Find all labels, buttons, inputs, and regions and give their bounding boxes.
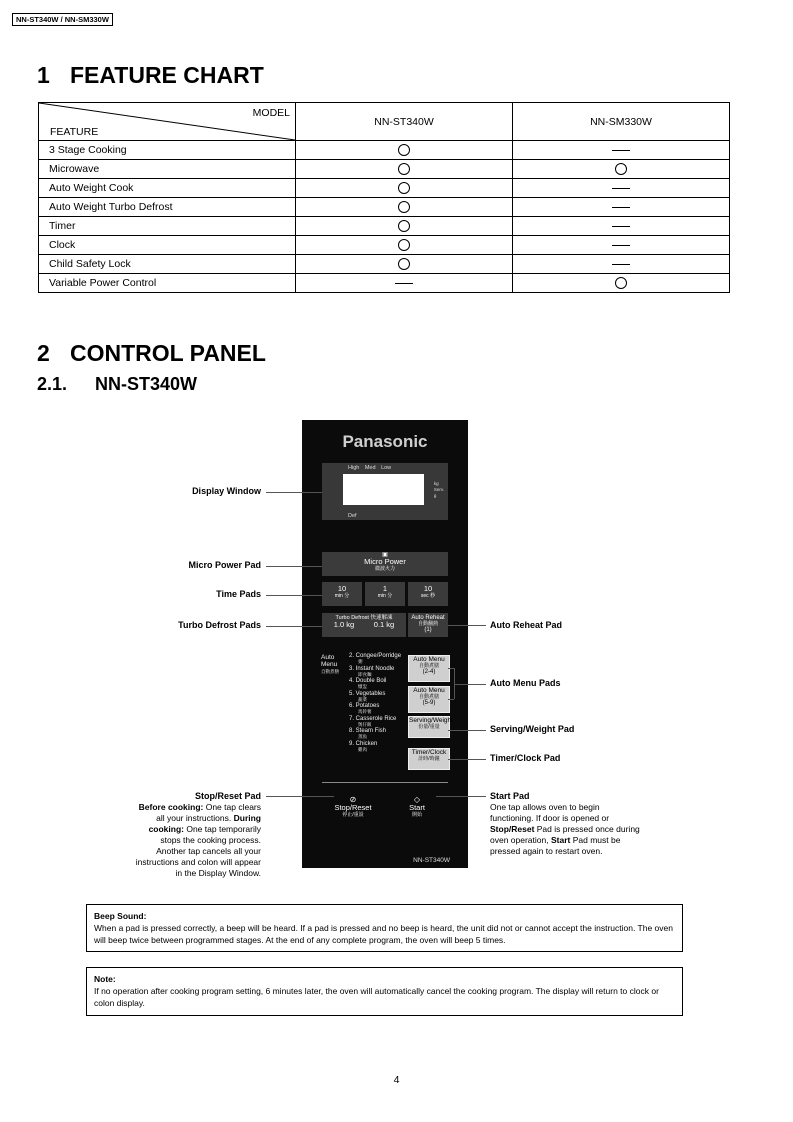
timer-clock-pad[interactable] <box>408 748 450 770</box>
auto-menu-item-label: 9. Chicken <box>349 740 378 747</box>
auto-reheat-label-cn: 自動翻熱 <box>417 621 438 627</box>
feature-sm330w-cell <box>513 217 730 236</box>
display-def: Def <box>348 513 357 519</box>
callout-micro-power-pad: Micro Power Pad <box>188 560 261 570</box>
feature-row <box>39 274 730 293</box>
feature-st340w-cell <box>296 160 513 179</box>
start-label: Start <box>409 803 425 812</box>
callout-stop-reset-pad: Stop/Reset Pad <box>194 791 261 801</box>
section-2-1-number: 2.1. <box>37 374 68 394</box>
feature-table-header <box>39 103 730 141</box>
leader-time-pads <box>266 595 322 596</box>
time-pad-10-min-unit: min 分 <box>334 593 350 599</box>
section-1-heading <box>37 61 264 89</box>
auto-menu-item-label: 3. Instant Noodle <box>349 665 395 672</box>
circle-icon <box>398 220 410 232</box>
callout-auto-menu-pads: Auto Menu Pads <box>490 678 561 688</box>
beep-sound-box <box>86 904 683 952</box>
callout-serving-weight-pad: Serving/Weight Pad <box>490 724 575 734</box>
auto-menu-item-label-cn: 即食麵 <box>358 671 372 677</box>
stop-reset-label: Stop/Reset <box>334 803 372 812</box>
auto-menu-b-range: (5-9) <box>422 700 436 706</box>
auto-menu-item-label: 4. Double Boil <box>349 678 387 684</box>
auto-menu-item <box>349 691 401 702</box>
leader-start-pad <box>436 796 486 797</box>
leader-serving-weight-pad <box>448 730 486 731</box>
micro-power-label: Micro Power <box>364 557 406 566</box>
stop-reset-label-cn: 停止/重設 <box>342 812 364 818</box>
leader-timer-clock-pad <box>448 759 486 760</box>
time-pad-10-min-value: 10 <box>337 584 347 593</box>
start-desc-bold-1: Stop/Reset <box>490 824 535 834</box>
stop-icon: ⊘ <box>349 795 357 804</box>
dash-icon <box>612 226 630 227</box>
circle-icon <box>398 163 410 175</box>
auto-menu-item <box>349 716 401 727</box>
time-pad-1-min-value: 1 <box>382 584 388 593</box>
feature-row <box>39 217 730 236</box>
stop-during-text: One tap temporarily stops the cooking process. Another tap cancels all your instructions and colon will appear in the Display Window. <box>135 824 261 878</box>
serving-weight-pad[interactable] <box>408 716 453 738</box>
circle-icon <box>398 182 410 194</box>
leader-auto-menu-pads <box>454 684 486 685</box>
leader-display-window <box>266 492 322 493</box>
dash-icon <box>612 188 630 189</box>
feature-st340w-cell <box>296 141 513 160</box>
feature-name: Auto Weight Turbo Defrost <box>39 198 296 217</box>
display-unit-serv: Serv. <box>433 487 444 492</box>
stop-reset-description <box>130 802 261 879</box>
auto-menu-b-label-cn: 自動煮膳 <box>418 694 439 700</box>
start-label-cn: 開始 <box>411 812 422 818</box>
serving-weight-label-cn: 份量/重量 <box>418 724 440 730</box>
feature-sm330w-cell <box>513 255 730 274</box>
stop-during-label: During cooking: <box>148 813 261 834</box>
circle-icon <box>398 239 410 251</box>
start-pad[interactable] <box>388 795 446 817</box>
display-power-levels: High Med Low <box>348 465 392 471</box>
feature-name: Timer <box>39 217 296 236</box>
auto-menu-item <box>349 666 401 677</box>
start-desc-text-3: Pad must be pressed again to restart oven. <box>490 835 621 856</box>
feature-st340w-cell <box>296 179 513 198</box>
auto-menu-item-label-cn: 雞肉 <box>358 746 367 752</box>
auto-menu-pad-2-4[interactable] <box>408 655 450 682</box>
display-window <box>322 463 448 520</box>
section-2-number: 2 <box>37 340 50 366</box>
time-pad-1-min[interactable] <box>365 582 405 606</box>
auto-menu-label <box>321 654 343 675</box>
auto-menu-label-cn: 自動煮膳 <box>321 669 339 674</box>
micro-power-label-cn: 微波火力 <box>374 566 395 572</box>
display-unit-kg: kg <box>433 481 439 486</box>
section-2-heading <box>37 339 266 367</box>
auto-reheat-number: (1) <box>424 627 432 633</box>
display-units <box>434 481 444 499</box>
start-desc-bold-2: Start <box>550 835 571 845</box>
auto-menu-item <box>349 653 401 664</box>
stop-before-text: One tap clears all your instructions. <box>156 802 261 823</box>
auto-reheat-label: Auto Reheat <box>411 615 445 621</box>
feature-sm330w-cell <box>513 274 730 293</box>
section-2-title: CONTROL PANEL <box>70 340 266 366</box>
panel-model-tag: NN-ST340W <box>413 857 450 864</box>
feature-name: Auto Weight Cook <box>39 179 296 198</box>
time-pad-10-min[interactable] <box>322 582 362 606</box>
feature-sm330w-cell <box>513 179 730 198</box>
callout-time-pads: Time Pads <box>216 589 261 599</box>
start-desc-text-1: One tap allows oven to begin functioning. If door is opened or <box>490 802 610 823</box>
page-number: 4 <box>393 1074 400 1086</box>
feature-st340w-cell <box>296 236 513 255</box>
turbo-defrost-pads[interactable] <box>322 613 406 637</box>
start-description <box>490 802 640 857</box>
auto-menu-item-label: 5. Vegetables <box>349 690 386 697</box>
auto-menu-item <box>349 703 401 714</box>
brand-logo: Panasonic <box>342 432 428 451</box>
model-feature-header-cell <box>39 103 296 141</box>
panel-divider <box>322 782 448 783</box>
leader-auto-menu-b <box>448 699 454 700</box>
feature-st340w-cell <box>296 217 513 236</box>
auto-reheat-pad[interactable] <box>408 613 448 637</box>
feature-sm330w-cell <box>513 198 730 217</box>
beep-sound-text: When a pad is pressed correctly, a beep will be heard. If a pad is pressed and no beep is heard, the unit did not or cannot accept the instruction. The oven will beep twice between programmed stages. At the end of any complete program, the oven will beep 5 times. <box>94 923 673 945</box>
circle-icon <box>398 201 410 213</box>
dash-icon <box>612 150 630 151</box>
feature-st340w-cell <box>296 198 513 217</box>
feature-sm330w-cell <box>513 141 730 160</box>
feature-row <box>39 160 730 179</box>
model-header-st340w: NN-ST340W <box>296 103 513 141</box>
feature-label: FEATURE <box>50 126 99 138</box>
time-pad-10-sec-unit: sec 秒 <box>420 593 436 599</box>
circle-icon <box>615 163 627 175</box>
note-box <box>86 967 683 1016</box>
auto-menu-b-label: Auto Menu <box>413 687 445 694</box>
micro-power-icon: ▣ <box>382 552 388 558</box>
feature-st340w-cell <box>296 255 513 274</box>
auto-menu-item <box>349 728 401 739</box>
leader-stop-reset-pad <box>266 796 334 797</box>
auto-menu-pad-5-9[interactable] <box>408 686 450 713</box>
dash-icon <box>395 283 413 284</box>
auto-menu-a-label: Auto Menu <box>413 656 445 663</box>
feature-sm330w-cell <box>513 160 730 179</box>
callout-start-pad: Start Pad <box>490 791 530 801</box>
beep-sound-title: Beep Sound: <box>94 911 147 921</box>
section-1-title: FEATURE CHART <box>70 62 264 88</box>
time-pad-1-min-unit: min 分 <box>377 593 393 599</box>
turbo-defrost-0-1kg[interactable]: 0.1 kg <box>373 620 395 629</box>
auto-menu-item-label: 7. Casserole Rice <box>349 715 397 722</box>
turbo-defrost-1kg[interactable]: 1.0 kg <box>333 620 355 629</box>
feature-row <box>39 255 730 274</box>
auto-menu-item-label-cn: 粥 <box>358 659 363 664</box>
auto-menu-item <box>349 741 401 752</box>
display-lcd <box>343 474 424 505</box>
leader-turbo-defrost-pads <box>266 626 322 627</box>
section-1-number: 1 <box>37 62 50 88</box>
callout-display-window: Display Window <box>192 486 261 496</box>
dash-icon <box>612 207 630 208</box>
feature-name: Variable Power Control <box>39 274 296 293</box>
section-2-1-title: NN-ST340W <box>95 374 198 394</box>
leader-auto-reheat-pad <box>448 625 486 626</box>
stop-reset-pad[interactable] <box>324 795 382 817</box>
dash-icon <box>612 264 630 265</box>
stop-before-label: Before cooking: <box>138 802 204 812</box>
time-pad-10-sec[interactable] <box>408 582 448 606</box>
time-pad-10-sec-value: 10 <box>423 584 433 593</box>
circle-icon <box>615 277 627 289</box>
turbo-defrost-label: Turbo Defrost 快速解凍 <box>335 615 393 621</box>
feature-row <box>39 141 730 160</box>
model-label: MODEL <box>252 107 290 119</box>
feature-name: 3 Stage Cooking <box>39 141 296 160</box>
callout-auto-reheat-pad: Auto Reheat Pad <box>490 620 563 630</box>
auto-menu-item-label-cn: 馬鈴薯 <box>358 709 372 714</box>
note-title: Note: <box>94 974 116 984</box>
auto-menu-a-label-cn: 自動煮膳 <box>418 663 439 669</box>
header-tag: NN-ST340W / NN-SM330W <box>12 13 113 26</box>
serving-weight-label: Serving/Weight <box>409 717 453 724</box>
section-2-1-heading <box>37 372 197 396</box>
feature-chart-table <box>38 102 730 293</box>
feature-st340w-cell <box>296 274 513 293</box>
auto-menu-item-label-cn: 煲仔飯 <box>358 721 372 727</box>
auto-menu-item-label-cn: 蒸魚 <box>358 734 367 739</box>
leader-micro-power-pad <box>266 566 322 567</box>
circle-icon <box>398 144 410 156</box>
start-desc-text-2: Pad is pressed once during oven operation, <box>490 824 640 845</box>
auto-menu-list <box>349 653 401 753</box>
auto-menu-item-label: 6. Potatoes <box>349 703 380 709</box>
auto-menu-item <box>349 678 401 689</box>
auto-menu-item-label-cn: 蔬菜 <box>358 696 367 702</box>
feature-row <box>39 179 730 198</box>
callout-timer-clock-pad: Timer/Clock Pad <box>490 753 561 763</box>
timer-clock-label-cn: 計時/時鐘 <box>418 756 440 762</box>
auto-menu-label-text: Auto Menu <box>321 654 338 668</box>
feature-name: Child Safety Lock <box>39 255 296 274</box>
dash-icon <box>612 245 630 246</box>
feature-row <box>39 236 730 255</box>
feature-name: Clock <box>39 236 296 255</box>
feature-sm330w-cell <box>513 236 730 255</box>
auto-menu-item-label-cn: 燉盅 <box>358 684 367 689</box>
feature-row <box>39 198 730 217</box>
auto-menu-a-range: (2-4) <box>422 669 436 675</box>
micro-power-pad[interactable] <box>322 552 448 576</box>
start-icon: ◇ <box>413 795 421 804</box>
control-panel <box>302 420 468 868</box>
note-text: If no operation after cooking program setting, 6 minutes later, the oven will automatically cancel the cooking program. The display will return to clock or colon display. <box>94 986 659 1008</box>
auto-menu-item-label: 2. Congee/Porridge <box>349 653 402 659</box>
auto-menu-item-label: 8. Steam Fish <box>349 728 387 734</box>
timer-clock-label: Timer/Clock <box>411 749 447 756</box>
model-header-sm330w: NN-SM330W <box>513 103 730 141</box>
callout-turbo-defrost-pads: Turbo Defrost Pads <box>178 620 261 630</box>
feature-name: Microwave <box>39 160 296 179</box>
circle-icon <box>398 258 410 270</box>
display-unit-g: g <box>433 493 437 498</box>
